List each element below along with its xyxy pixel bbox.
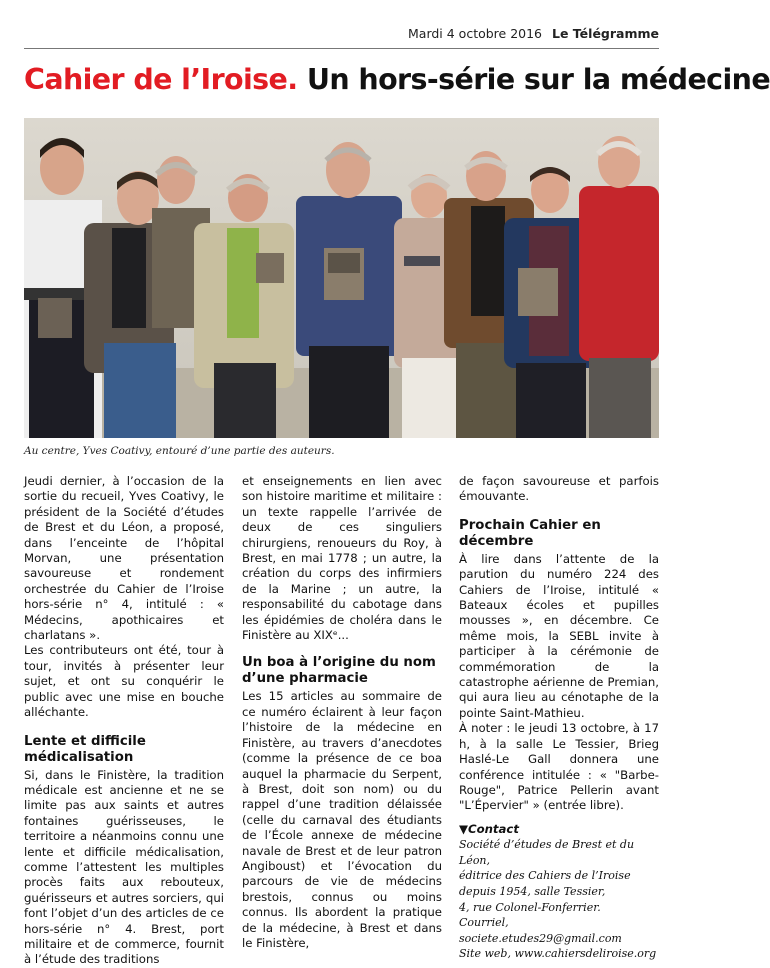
paragraph: et enseignements en lien avec son histoire maritime et militaire : un texte rappelle l’arrivée de deux de ces singuliers chirurgiens, renoueurs du Roy, à Brest, en mai 1778 ; un autre, la création du corps des infirmiers de la Marine ; un autre, la responsabilité du cabotage dans les épidémies de choléra dans le Finistère au XIXᵉ... xyxy=(242,474,442,643)
headline-title: Un hors-série sur la médecine xyxy=(306,63,770,96)
paragraph: Jeudi dernier, à l’occasion de la sortie du recueil, Yves Coativy, le président de la Société d’études de Brest et du Léon, a proposé, dans l’enceinte de l’hôpital Morvan, une présentation savoureuse et rondement orchestrée du Cahier de l’Iroise hors-série n° 4, intitulé : « Médecins, apothicaires et charlatans ». xyxy=(24,474,224,643)
photo-caption: Au centre, Yves Coativy, entouré d’une partie des auteurs. xyxy=(24,445,335,457)
page-header xyxy=(24,26,659,48)
article-column-2 xyxy=(242,474,442,951)
contact-line: depuis 1954, salle Tessier, xyxy=(459,884,606,898)
paragraph: Les contributeurs ont été, tour à tour, invités à présenter leur sujet, et ont su conquérir le public avec une mise en bouche alléchante. xyxy=(24,643,224,720)
contact-email: Courriel, societe.etudes29@gmail.com xyxy=(459,916,622,945)
group-photo xyxy=(24,118,659,438)
paragraph: Les 15 articles au sommaire de ce numéro éclairent à leur façon l’histoire de la médecine en Finistère, au travers d’anecdotes (comme la présence de ce boa auquel la pharmacie du Serpent, à Brest, doit son nom) ou du rappel d’une tradition délaissée (celle du carnaval des étudiants de l’École annexe de médecine navale de Brest et de leur patron Angiboust) et l’évocation du parcours de vie de médecins brestois, connus ou moins connus. Ils abordent la pratique de la médecine, à Brest et dans le Finistère, xyxy=(242,689,442,950)
contact-line: Société d’études de Brest et du Léon, xyxy=(459,838,635,867)
article-column-1 xyxy=(24,474,224,968)
publication-name: Le Télégramme xyxy=(552,26,659,41)
contact-line: éditrice des Cahiers de l’Iroise xyxy=(459,869,631,883)
headline-kicker: Cahier de l’Iroise. xyxy=(24,63,298,96)
subheading: Un boa à l’origine du nom d’une pharmacie xyxy=(242,655,436,687)
paragraph: À noter : le jeudi 13 octobre, à 17 h, à la salle Le Tessier, Brieg Haslé-Le Gall donnera une conférence intitulée : « "Barbe-Rouge", Patrice Pellerin avant "L’Épervier" » (entrée libre). xyxy=(459,721,659,813)
paragraph: de façon savoureuse et parfois émouvante. xyxy=(459,474,659,504)
issue-date: Mardi 4 octobre 2016 xyxy=(408,26,543,41)
article-headline xyxy=(24,60,770,100)
subheading: Prochain Cahier en décembre xyxy=(459,517,601,549)
contact-website: Site web, www.cahiersdeliroise.org xyxy=(459,947,657,961)
article-column-3 xyxy=(459,474,659,962)
subheading: Lente et difficile médicalisation xyxy=(24,733,146,765)
paragraph: Si, dans le Finistère, la tradition médicale est ancienne et ne se limite pas aux saints et autres fontaines guérisseuses, le territoire a néanmoins connu une lente et difficile médicalisation, comme l’attestent les multiples procès faits aux rebouteux, guérisseurs et autres sorciers, qui font l’objet d’un des articles de ce hors-série n° 4. Brest, port militaire et de commerce, fournit à l’étude des traditions xyxy=(24,767,224,967)
paragraph: À lire dans l’attente de la parution du numéro 224 des Cahiers de l’Iroise, intitulé « Bateaux écoles et pupilles mousses », en décembre. Ce même mois, la SEBL invite à participer à la cérémonie de commémoration de la catastrophe aérienne de Premian, qui aura lieu au cénotaphe de la pointe Saint-Mathieu. xyxy=(459,551,659,720)
header-rule xyxy=(24,48,659,49)
contact-line: 4, rue Colonel-Fonferrier. xyxy=(459,900,601,914)
contact-heading: ▼Contact xyxy=(459,821,519,836)
